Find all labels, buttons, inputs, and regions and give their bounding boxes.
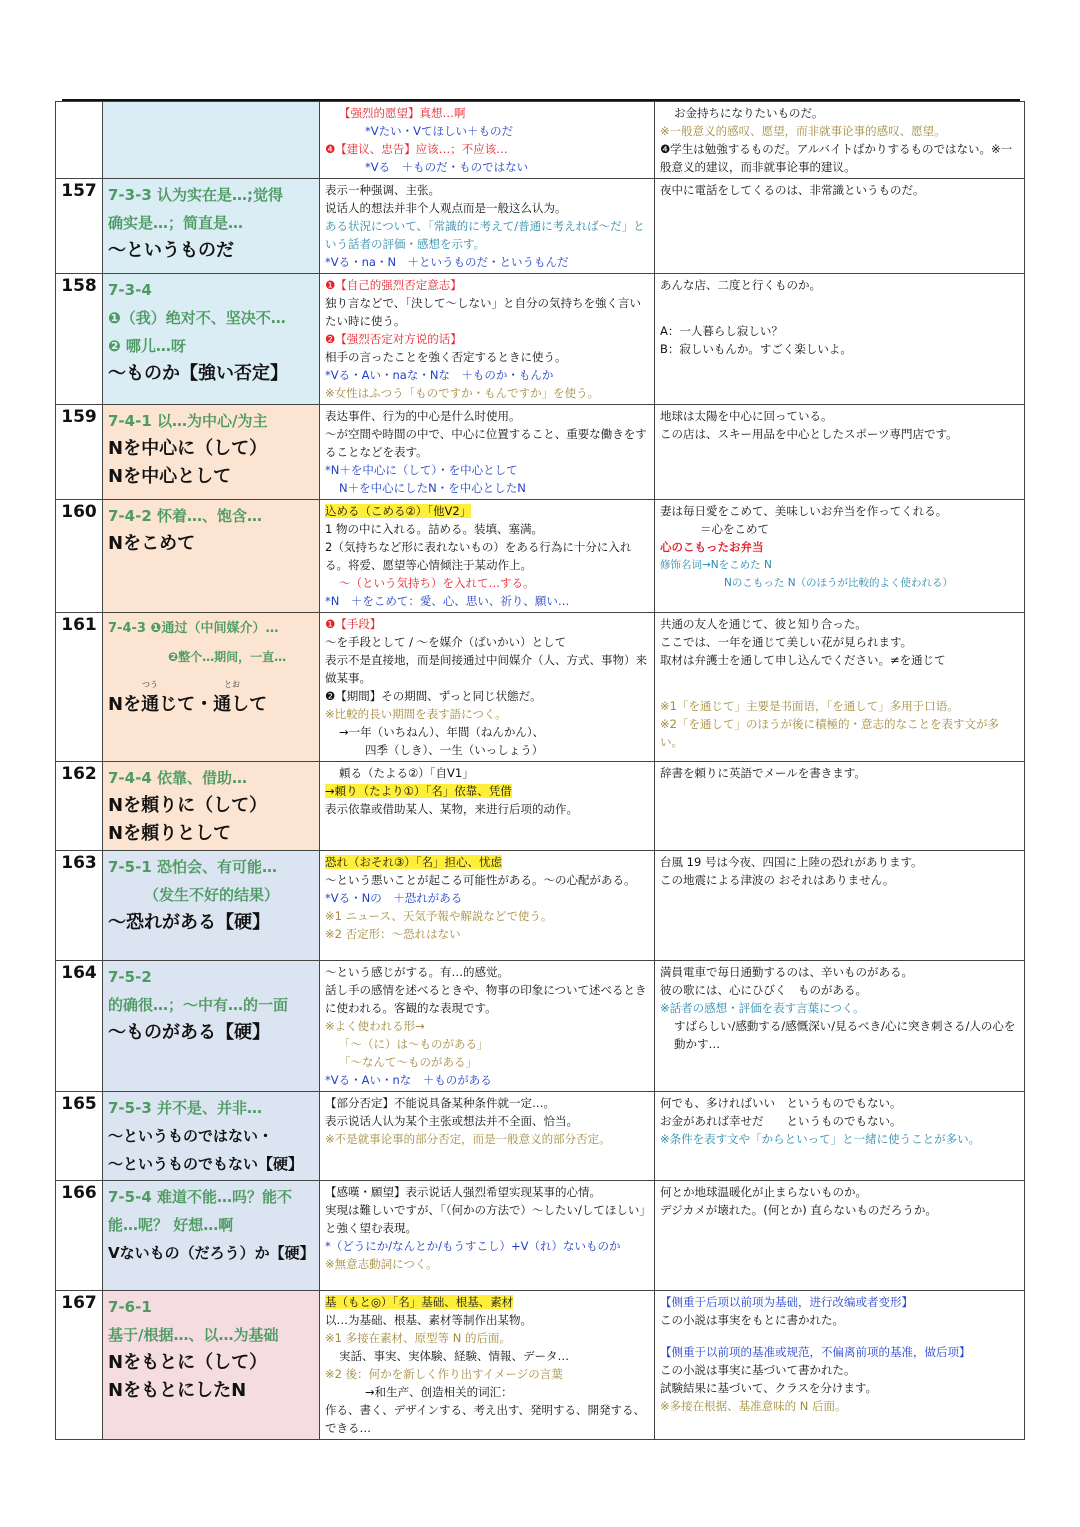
explanation-cell: [320, 613, 655, 762]
row-number: 162: [56, 762, 103, 851]
example-line: ＝心をこめて: [700, 522, 769, 536]
table-row: [56, 102, 1025, 179]
grammar-title-cell: [103, 1291, 320, 1440]
explanation-cell: [320, 102, 655, 179]
title-meaning: （发生不好的结果）: [144, 886, 280, 904]
example-line: ※条件を表す文や「からといって」と一緒に使うことが多い。: [660, 1132, 981, 1146]
explanation-cell: [320, 1291, 655, 1440]
vocab-highlight: 基（もと◎）「名」基础、根基、素材: [325, 1295, 514, 1309]
example-line: 【侧重于后项以前项为基础，进行改编或者变形】: [660, 1295, 913, 1309]
example-line: あんな店、二度と行くものか。: [660, 278, 821, 292]
example-line: ※話者の感想・評価を表す言葉につく。: [660, 1001, 865, 1015]
expl-line: *Vる・na・N ＋というものだ・というもんだ: [325, 255, 569, 269]
expl-line: ～を手段として / ～を媒介（ばいかい）として: [325, 635, 567, 649]
expl-line: 说话人的想法并非个人观点而是一般这么认为。: [325, 201, 567, 215]
title-meaning: 7-5-3 并不是、并非…: [108, 1099, 262, 1117]
expl-line: ❶【自己的强烈否定意志】: [325, 278, 462, 292]
expl-line: N＋を中心にしたN・を中心としたN: [339, 481, 526, 495]
explanation-cell: [320, 1092, 655, 1181]
expl-line: *Vる・Nの ＋恐れがある: [325, 891, 463, 905]
table-row: [56, 405, 1025, 500]
row-number: [56, 102, 103, 179]
explanation-cell: [320, 405, 655, 500]
example-line: 何とか地球温暖化が止まらないものか。: [660, 1185, 867, 1199]
expl-line: ❹【建议、忠告】应该…；不应该…: [325, 142, 508, 156]
grammar-title-cell: [103, 102, 320, 179]
row-number: 161: [56, 613, 103, 762]
title-meaning: 的确很…；～中有…的一面: [108, 996, 289, 1014]
title-pattern: ～というものでもない【硬】: [108, 1155, 304, 1173]
title-pattern: ～ものか【強い否定】: [108, 363, 288, 384]
expl-line: 実現は難しいですが、「（何かの方法で）～したい/してほしい」と強く望む表現。: [325, 1203, 646, 1235]
row-number: 165: [56, 1092, 103, 1181]
example-line: ここでは、一年を通じて美しい花が見られます。: [660, 635, 913, 649]
grammar-title-cell: [103, 851, 320, 961]
expl-line: 1 物の中に入れる。詰める。装填、塞满。: [325, 522, 543, 536]
table-row: [56, 613, 1025, 762]
title-pattern: Nを頼りとして: [108, 823, 232, 844]
example-cell: [655, 961, 1025, 1092]
example-line: 何でも、多ければいい というものでもない。: [660, 1096, 902, 1110]
expl-line: ある状況について、「常識的に考えて/普通に考えれば～だ」という話者の評価・感想を示す。: [325, 219, 645, 251]
example-cell: [655, 405, 1025, 500]
row-number: 166: [56, 1181, 103, 1291]
example-cell: [655, 179, 1025, 274]
example-line: 心のこもったお弁当: [660, 540, 764, 554]
title-pattern: ～というものだ: [108, 240, 234, 261]
grammar-title-cell: [103, 274, 320, 405]
expl-line: 相手の言ったことを強く否定するときに使う。: [325, 350, 567, 364]
grammar-title-cell: [103, 179, 320, 274]
title-pattern: ～恐れがある【硬】: [108, 912, 270, 933]
furigana: とお: [224, 680, 240, 689]
expl-line: ～という感じがする。有…的感觉。: [325, 965, 509, 979]
expl-line: 頼る（たよる②）「自V1」: [339, 766, 474, 780]
expl-line: ※2 否定形：～恐れはない: [325, 927, 461, 941]
table-row: [56, 1291, 1025, 1440]
expl-line: *（どうにか/なんとか/もうすこし）+V（れ）ないものか: [325, 1239, 621, 1253]
title-meaning: ❷整个…期间，一直…: [168, 650, 287, 664]
row-number: 163: [56, 851, 103, 961]
example-line: ※多接在根据、基准意味的 N 后面。: [660, 1399, 847, 1413]
expl-line: 以…为基础、根基、素材等制作出某物。: [325, 1313, 532, 1327]
example-line: ※一般意义的感叹、愿望，而非就事论事的感叹、愿望。: [660, 124, 946, 138]
expl-line: 話し手の感情を述べるときや、物事の印象について述べるときに使われる。客観的な表現です。: [325, 983, 647, 1015]
expl-line: ～が空間や時間の中で、中心に位置すること、重要な働きをすることなどを表す。: [325, 427, 647, 459]
example-cell: [655, 102, 1025, 179]
grammar-title-cell: [103, 762, 320, 851]
title-meaning: 7-4-4 依靠、借助…: [108, 769, 247, 787]
expl-line: *Vる・Aい・nな ＋ものがある: [325, 1073, 492, 1087]
expl-line: →一年（いちねん）、年間（ねんかん）、: [339, 725, 545, 739]
title-meaning: 基于/根据…、以…为基础: [108, 1326, 279, 1344]
example-cell: [655, 500, 1025, 613]
title-meaning: 能…呢？ 好想…啊: [108, 1216, 234, 1234]
title-pattern: Vないもの（だろう）か【硬】: [108, 1244, 315, 1262]
example-line: この小説は事実をもとに書かれた。: [660, 1313, 844, 1327]
expl-line: ※1 多接在素材、原型等 N 的后面。: [325, 1331, 512, 1345]
expl-line: ※女性はふつう「ものですか・もんですか」を使う。: [325, 386, 600, 400]
expl-line: 「～（に）は～ものがある」: [339, 1037, 489, 1051]
expl-line: ～（という気持ち）を入れて…する。: [339, 576, 535, 590]
grammar-title-cell: [103, 613, 320, 762]
explanation-cell: [320, 762, 655, 851]
example-line: 試験結果に基づいて、クラスを分けます。: [660, 1381, 878, 1395]
example-line: 共通の友人を通じて、彼と知り合った。: [660, 617, 867, 631]
title-pattern: NをもとにしたN: [108, 1380, 247, 1401]
expl-line: 実話、事実、実体験、経験、情報、データ…: [339, 1349, 569, 1363]
example-line: ※1「を通じて」主要是书面语，「を通して」多用于口语。: [660, 699, 959, 713]
example-cell: [655, 274, 1025, 405]
title-pattern: Nをもとに（して）: [108, 1352, 268, 1373]
table-row: [56, 500, 1025, 613]
example-line: この地震による津波の おそれはありません。: [660, 873, 895, 887]
title-meaning: 7-5-2: [108, 968, 152, 986]
title-pattern: Nを中心として: [108, 466, 232, 487]
expl-line: ※1 ニュース、天気予報や解説などで使う。: [325, 909, 553, 923]
title-meaning: 7-4-2 怀着…、饱含…: [108, 507, 262, 525]
example-line: お金があれば幸せだ というものでもない。: [660, 1114, 902, 1128]
title-meaning: 7-5-4 难道不能…吗？能不: [108, 1188, 292, 1206]
grammar-title-cell: [103, 405, 320, 500]
grammar-title-cell: [103, 1181, 320, 1291]
example-line: A：一人暮らし寂しい？: [660, 324, 783, 338]
expl-line: 【强烈的愿望】真想…啊: [339, 106, 466, 120]
example-line: 修饰名词→Nをこめた N: [660, 559, 772, 571]
title-pattern: ～ものがある【硬】: [108, 1022, 270, 1043]
example-line: 辞書を頼りに英語でメールを書きます。: [660, 766, 866, 780]
expl-line: 四季（しき）、一生（いっしょう）: [365, 743, 544, 757]
expl-line: 表示依靠或借助某人、某物，来进行后项的动作。: [325, 802, 578, 816]
example-line: 地球は太陽を中心に回っている。: [660, 409, 833, 423]
row-number: 160: [56, 500, 103, 613]
title-meaning: 7-5-1 恐怕会、有可能…: [108, 858, 277, 876]
expl-line: *Vる ＋ものだ・ものではない: [365, 160, 529, 174]
expl-line: *Vたい・Vてほしい＋ものだ: [365, 124, 513, 138]
row-number: 159: [56, 405, 103, 500]
expl-line: ❷【强烈否定对方说的话】: [325, 332, 462, 346]
example-cell: [655, 762, 1025, 851]
example-line: ❹学生は勉強するものだ。アルバイトばかりするものではない。※一般意义的建议，而非就事论事的建议。: [660, 142, 1013, 174]
title-meaning: 7-3-3 认为实在是…;觉得: [108, 186, 283, 204]
title-pattern: Nを通じて・通して: [108, 694, 268, 715]
table-row: [56, 762, 1025, 851]
example-cell: [655, 1181, 1025, 1291]
expl-line: ※比較的長い期間を表す語につく。: [325, 707, 507, 721]
explanation-cell: [320, 961, 655, 1092]
example-line: この店は、スキー用品を中心としたスポーツ専門店です。: [660, 427, 958, 441]
example-cell: [655, 1092, 1025, 1181]
expl-line: ❷【期間】その期間、ずっと同じ状態だ。: [325, 689, 542, 703]
title-meaning: 确实是…；简直是…: [108, 214, 244, 232]
grammar-table: [55, 101, 1025, 1440]
example-line: 妻は毎日愛をこめて、美味しいお弁当を作ってくれる。: [660, 504, 948, 518]
expl-line: 作る、書く、デザインする、考え出す、発明する、開発する、できる…: [325, 1403, 646, 1435]
expl-line: 【感嘆・願望】表示说话人强烈希望实现某事的心情。: [325, 1185, 601, 1199]
expl-line: →和生产、创造相关的词汇：: [365, 1385, 513, 1399]
example-line: デジカメが壊れた。(何とか) 直らないものだろうか。: [660, 1203, 937, 1217]
example-line: 取材は弁護士を通して申し込んでください。≠を通じて: [660, 653, 946, 667]
example-line: B：寂しいもんか。すごく楽しいよ。: [660, 342, 852, 356]
furigana: つう: [142, 680, 158, 689]
example-cell: [655, 851, 1025, 961]
explanation-cell: [320, 179, 655, 274]
row-number: 167: [56, 1291, 103, 1440]
example-cell: [655, 1291, 1025, 1440]
title-pattern: ～というものではない・: [108, 1127, 274, 1145]
row-number: 158: [56, 274, 103, 405]
expl-line: 表示一种强调、主张。: [325, 183, 440, 197]
vocab-highlight: 込める（こめる②）「他V2」: [325, 504, 472, 518]
example-line: お金持ちになりたいものだ。: [674, 106, 824, 120]
title-pattern: Nを中心に（して）: [108, 438, 268, 459]
grammar-title-cell: [103, 1092, 320, 1181]
example-line: 台風 19 号は今夜、四国に上陸の恐れがあります。: [660, 855, 923, 869]
title-pattern: Nをこめて: [108, 533, 196, 554]
title-meaning: 7-4-3 ❶通过（中间媒介）…: [108, 621, 279, 636]
example-line: 夜中に電話をしてくるのは、非常識というものだ。: [660, 183, 925, 197]
explanation-cell: [320, 1181, 655, 1291]
table-row: [56, 179, 1025, 274]
title-meaning: 7-3-4: [108, 281, 152, 299]
expl-line: ※不是就事论事的部分否定，而是一般意义的部分否定。: [325, 1132, 611, 1146]
table-row: [56, 1092, 1025, 1181]
expl-line: *Vる・Aい・naな・Nな ＋ものか・もんか: [325, 368, 554, 382]
title-meaning: ❶（我）绝对不、坚决不…: [108, 309, 286, 327]
row-number: 164: [56, 961, 103, 1092]
grammar-title-cell: [103, 961, 320, 1092]
expl-line: ※よく使われる形→: [325, 1019, 425, 1033]
title-meaning: 7-6-1: [108, 1298, 152, 1316]
expl-line: 【部分否定】不能说具备某种条件就一定…。: [325, 1096, 555, 1110]
example-line: 【侧重于以前项的基准或规范，不偏离前项的基准，做后项】: [660, 1345, 971, 1359]
example-cell: [655, 613, 1025, 762]
table-row: [56, 961, 1025, 1092]
table-row: [56, 851, 1025, 961]
grammar-title-cell: [103, 500, 320, 613]
expl-line: 独り言などで、「決して～しない」と自分の気持ちを強く言いたい時に使う。: [325, 296, 642, 328]
example-line: 満員電車で毎日通勤するのは、辛いものがある。: [660, 965, 913, 979]
example-line: この小説は事実に基づいて書かれた。: [660, 1363, 856, 1377]
expl-line: 2（気持ちなど形に表れないもの）をある行為に十分に入れる。将爱、愿望等心情倾注于某动作上。: [325, 540, 632, 572]
example-line: Nのこもった N（のほうが比較的よく使われる）: [724, 577, 954, 589]
expl-line: 「～なんて～ものがある」: [339, 1055, 477, 1069]
expl-line: *N＋を中心に（して）・を中心として: [325, 463, 518, 477]
explanation-cell: [320, 274, 655, 405]
example-line: 彼の歌には、心にひびく ものがある。: [660, 983, 867, 997]
row-number: 157: [56, 179, 103, 274]
title-meaning: 7-4-1 以…为中心/为主: [108, 412, 268, 430]
expl-line: *N ＋をこめて：愛、心、思い、祈り、願い…: [325, 594, 570, 608]
expl-line: ※無意志動詞につく。: [325, 1257, 438, 1271]
expl-line: 表达事件、行为的中心是什么时使用。: [325, 409, 521, 423]
title-pattern: Nを頼りに（して）: [108, 795, 268, 816]
explanation-cell: [320, 500, 655, 613]
table-row: [56, 1181, 1025, 1291]
table-row: [56, 274, 1025, 405]
vocab-highlight: →頼り（たより①）「名」依靠、凭借: [325, 784, 512, 798]
explanation-cell: [320, 851, 655, 961]
example-line: ※2「を通して」のほうが後に積極的・意志的なことを表す文が多い。: [660, 717, 999, 749]
title-meaning: ❷ 哪儿…呀: [108, 337, 186, 355]
expl-line: ❶【手段】: [325, 617, 382, 631]
expl-line: ～という悪いことが起こる可能性がある。～の心配がある。: [325, 873, 636, 887]
expl-line: 表示不是直接地，而是间接通过中间媒介（人、方式、事物）来做某事。: [325, 653, 647, 685]
example-line: すばらしい/感動する/感慨深い/見るべき/心に突き刺さる/人の心を動かす…: [674, 1019, 1016, 1051]
expl-line: 表示说话人认为某个主张或想法并不全面、恰当。: [325, 1114, 578, 1128]
expl-line: ※2 後：何かを新しく作り出すイメージの言葉: [325, 1367, 563, 1381]
vocab-highlight: 恐れ（おそれ③）「名」担心、忧虑: [325, 855, 503, 869]
